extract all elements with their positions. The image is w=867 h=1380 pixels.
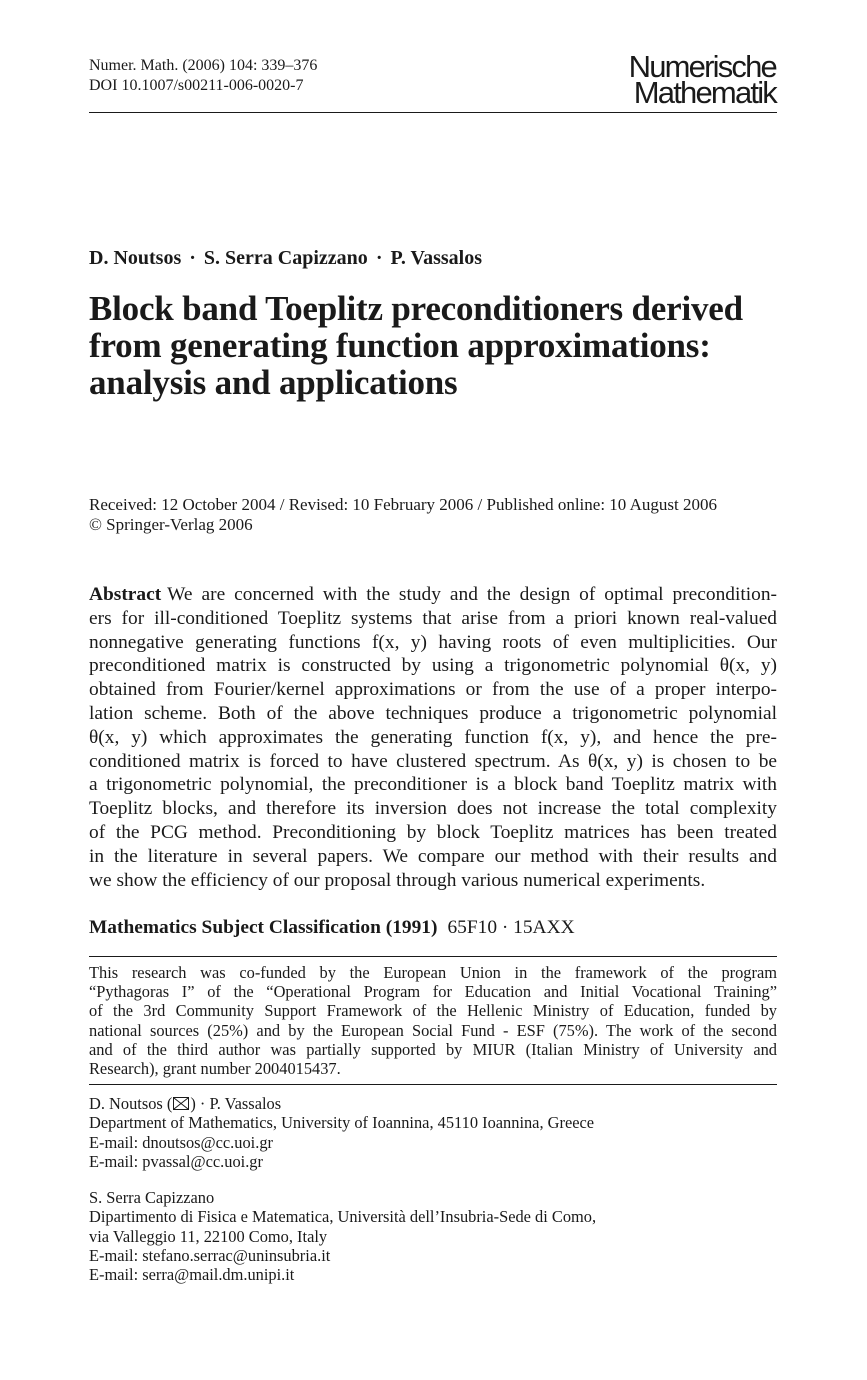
abstract: [89, 583, 777, 892]
paper-title: [89, 290, 779, 401]
doi: DOI 10.1007/s00211-006-0020-7: [89, 77, 304, 94]
header-rule: [89, 112, 777, 113]
email-line: E-mail: pvassal@cc.uoi.gr: [89, 1151, 263, 1171]
affiliation-line: Dipartimento di Fisica e Matematica, Università dell’Insubria-Sede di Como,: [89, 1207, 597, 1227]
author-name: S. Serra Capizzano: [203, 247, 368, 269]
copyright-line: © Springer-Verlag 2006: [89, 515, 253, 534]
abstract-label: Abstract: [89, 584, 162, 605]
abstract-line: ers for ill-conditioned Toeplitz systems that arise from a priori known real-valued: [89, 607, 777, 629]
journal-name-line2: Mathematik: [633, 75, 776, 110]
affiliation-line: via Valleggio 11, 22100 Como, Italy: [89, 1226, 328, 1246]
envelope-icon: [173, 1097, 189, 1110]
author-name: D. Noutsos: [89, 247, 182, 269]
author-list: [89, 247, 482, 270]
funding-line: national sources (25%) and by the European Social Fund - ESF (75%). The work of the second: [89, 1020, 777, 1040]
abstract-line: Toeplitz blocks, and therefore its inversion does not increase the total complexity: [89, 798, 777, 820]
publication-dates: [89, 495, 717, 535]
affiliation-noutsos-vassalos: [89, 1094, 594, 1171]
dates-line: Received: 12 October 2004 / Revised: 10 February 2006 / Published online: 10 August 2006: [89, 495, 717, 514]
funding-line: Research), grant number 2004015437.: [89, 1058, 341, 1078]
author-separator: ·: [375, 247, 383, 269]
funding-line: This research was co-funded by the European Union in the framework of the program: [89, 963, 777, 982]
funding-line: “Pythagoras I” of the “Operational Program for Education and Initial Vocational Training”: [89, 982, 777, 1002]
abstract-line: lation scheme. Both of the above techniques produce a trigonometric polynomial: [89, 702, 777, 724]
email-line: E-mail: dnoutsos@cc.uoi.gr: [89, 1132, 273, 1152]
title-line: analysis and applications: [89, 363, 458, 402]
abstract-line: of the PCG method. Preconditioning by block Toeplitz matrices has been treated: [89, 821, 777, 843]
footnote-rule-top: [89, 956, 777, 957]
journal-logo: [628, 49, 776, 110]
affiliation-line: S. Serra Capizzano: [89, 1188, 215, 1207]
abstract-line: we show the efficiency of our proposal through various numerical experiments.: [89, 869, 706, 891]
abstract-line: preconditioned matrix is constructed by using a trigonometric polynomial θ(x, y): [89, 655, 777, 677]
funding-line: of the 3rd Community Support Framework of the Hellenic Ministry of Education, funded by: [89, 1001, 777, 1021]
abstract-line: nonnegative generating functions f(x, y) having roots of even multiplicities. Our: [89, 631, 777, 653]
affiliation-serra-capizzano: [89, 1188, 596, 1284]
title-line: from generating function approximations:: [89, 326, 711, 365]
msc-codes: 65F10 · 15AXX: [447, 917, 575, 938]
funding-note: [89, 963, 777, 1078]
affiliation-authors: D. Noutsos ( ) · P. Vassalos: [89, 1094, 282, 1113]
abstract-line: a trigonometric polynomial, the preconditioner is a block band Toeplitz matrix with: [89, 774, 777, 796]
citation-block: [89, 56, 317, 96]
funding-line: and of the third author was partially supported by MIUR (Italian Ministry of University and: [89, 1039, 777, 1059]
author-separator: ·: [189, 247, 196, 269]
abstract-line: in the literature in several papers. We compare our method with their results and: [89, 845, 777, 867]
msc-label: Mathematics Subject Classification (1991): [89, 917, 438, 938]
email-line: E-mail: serra@mail.dm.unipi.it: [89, 1265, 295, 1285]
author-name: P. Vassalos: [390, 247, 483, 269]
email-line: E-mail: stefano.serrac@uninsubria.it: [89, 1245, 331, 1265]
affiliation-line: Department of Mathematics, University of Ioannina, 45110 Ioannina, Greece: [89, 1113, 595, 1133]
subject-classification: [89, 917, 575, 939]
abstract-line: obtained from Fourier/kernel approximations or from the use of a proper interpo-: [89, 679, 777, 701]
footnote-rule-bottom: [89, 1084, 777, 1085]
citation: Numer. Math. (2006) 104: 339–376: [89, 57, 318, 74]
abstract-line: θ(x, y) which approximates the generating function f(x, y), and hence the pre-: [89, 726, 777, 748]
abstract-line: Abstract We are concerned with the study and the design of optimal precondition-: [89, 584, 777, 605]
title-line: Block band Toeplitz preconditioners derived: [89, 289, 743, 328]
abstract-line: conditioned matrix is forced to have clustered spectrum. As θ(x, y) is chosen to be: [89, 750, 777, 772]
journal-name-line1: Numerische: [628, 49, 776, 84]
